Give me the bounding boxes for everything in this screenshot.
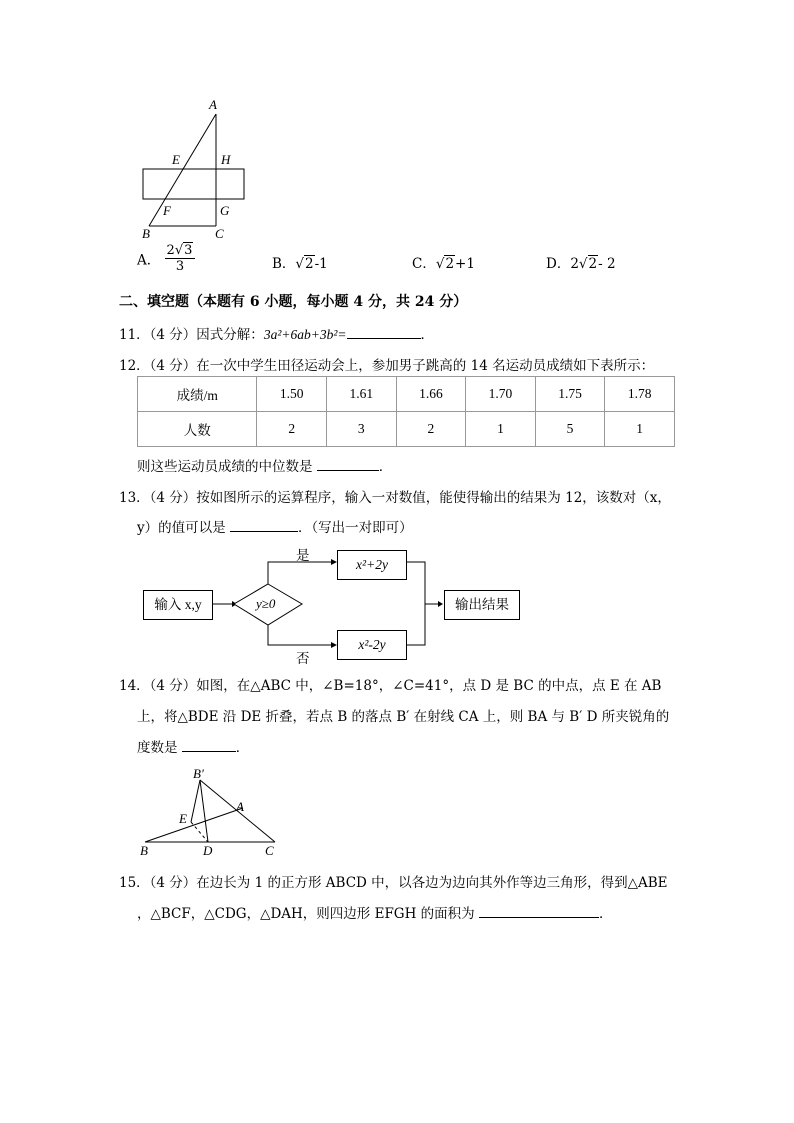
table-cell: 1.61 — [327, 377, 397, 412]
bottom-expression-box: x²-2y — [337, 630, 407, 660]
question-14-line2: 上，将△BDE 沿 DE 折叠，若点 B 的落点 B′ 在射线 CA 上，则 BA 与 B′ D 所夹锐角的 — [137, 709, 670, 725]
table-cell: 1.78 — [605, 377, 675, 412]
choice-a[interactable] — [137, 243, 195, 274]
q14-label-c: C — [265, 843, 274, 858]
segment-bp-d — [200, 780, 208, 842]
q11-answer-blank[interactable] — [347, 324, 421, 339]
table-cell: 1 — [466, 412, 536, 447]
segment-bp-e — [191, 780, 200, 822]
q11-prefix: 11．（4 分）因式分解： — [119, 327, 264, 343]
question-14-line1: 14．（4 分）如图，在△ABC 中，∠B=18°，∠C=41°，点 D 是 BC 的中点，点 E 在 AB — [119, 678, 662, 694]
choice-d-sqrt: √2 — [578, 256, 598, 272]
no-label: 否 — [296, 651, 310, 667]
choice-a-letter: A． — [137, 252, 161, 269]
yes-label: 是 — [296, 548, 310, 564]
label-c: C — [215, 226, 224, 241]
table-cell: 人数 — [138, 412, 257, 447]
segment-ba — [145, 808, 243, 842]
choice-c-sqrt: √2 — [435, 256, 455, 272]
q14-label-bprime: B′ — [193, 766, 204, 781]
rectangle — [143, 169, 244, 199]
choice-d-rest: - 2 — [598, 256, 616, 272]
q14-label-b: B — [140, 843, 148, 858]
q15-answer-blank[interactable] — [479, 903, 599, 918]
choice-c-letter: C． — [412, 256, 436, 272]
table-cell: 3 — [327, 412, 397, 447]
table-cell: 1 — [605, 412, 675, 447]
triangle-side-ab — [149, 114, 216, 226]
label-g: G — [220, 203, 230, 218]
choice-d-coef: 2 — [570, 256, 579, 272]
section-heading: 二、填空题（本题有 6 小题，每小题 4 分，共 24 分） — [119, 294, 468, 310]
choice-b-sqrt: √2 — [295, 256, 314, 272]
q14-answer-blank[interactable] — [182, 737, 236, 752]
table-cell: 2 — [396, 412, 466, 447]
label-a: A — [209, 97, 217, 112]
choice-c[interactable] — [412, 252, 475, 272]
table-cell: 1.66 — [396, 377, 466, 412]
table-cell: 成绩/m — [138, 377, 257, 412]
q14-label-a: A — [236, 799, 244, 814]
table-cell: 1.70 — [466, 377, 536, 412]
q11-expression: 3a²+6ab+3b²= — [263, 327, 347, 342]
question-13-line2: y）的值可以是 ．（写出一对即可） — [137, 516, 413, 536]
label-b: B — [142, 226, 150, 241]
label-f: F — [163, 203, 171, 218]
table-row — [138, 412, 675, 447]
q14-label-e: E — [179, 811, 187, 826]
label-h: H — [221, 152, 231, 167]
q14-label-d: D — [203, 843, 213, 858]
choice-d-letter: D． — [546, 256, 571, 272]
choice-b[interactable] — [272, 252, 328, 272]
scores-table — [137, 376, 675, 447]
top-expression-box: x²+2y — [337, 550, 407, 580]
table-cell: 1.50 — [257, 377, 327, 412]
table-row — [138, 377, 675, 412]
choice-c-rest: +1 — [455, 256, 475, 272]
condition-text: y≥0 — [256, 596, 276, 611]
choice-b-rest: -1 — [314, 256, 328, 272]
question-12: 12．（4 分）在一次中学生田径运动会上，参加男子跳高的 14 名运动员成绩如下表所示： — [119, 358, 655, 374]
question-11 — [119, 323, 434, 343]
question-15-line1: 15．（4 分）在边长为 1 的正方形 ABCD 中，以各边为边向其外作等边三角形，得到△ABE — [119, 875, 668, 891]
choice-a-fraction: $\frac{2√3}{3}$ — [165, 243, 196, 274]
table-cell: 1.75 — [535, 377, 605, 412]
label-e: E — [172, 152, 180, 167]
q10-figure — [135, 98, 255, 243]
question-15-line2: ，△BCF，△CDG，△DAH，则四边形 EFGH 的面积为 ． — [137, 902, 612, 922]
q13-answer-blank[interactable] — [230, 517, 298, 532]
table-cell: 5 — [535, 412, 605, 447]
choice-b-letter: B． — [272, 256, 296, 272]
question-14-line3: 度数是 ． — [137, 736, 249, 756]
choice-d[interactable] — [546, 252, 616, 272]
q11-suffix: ． — [420, 327, 434, 343]
input-box: 输入 x,y — [143, 590, 213, 620]
q12-answer-blank[interactable] — [317, 456, 379, 471]
q12-after: 则这些运动员成绩的中位数是 ． — [137, 455, 392, 475]
question-13-line1: 13．（4 分）按如图所示的运算程序，输入一对数值，能使得输出的结果为 12，该数对（x， — [119, 490, 671, 506]
output-box: 输出结果 — [444, 590, 520, 620]
table-cell: 2 — [257, 412, 327, 447]
